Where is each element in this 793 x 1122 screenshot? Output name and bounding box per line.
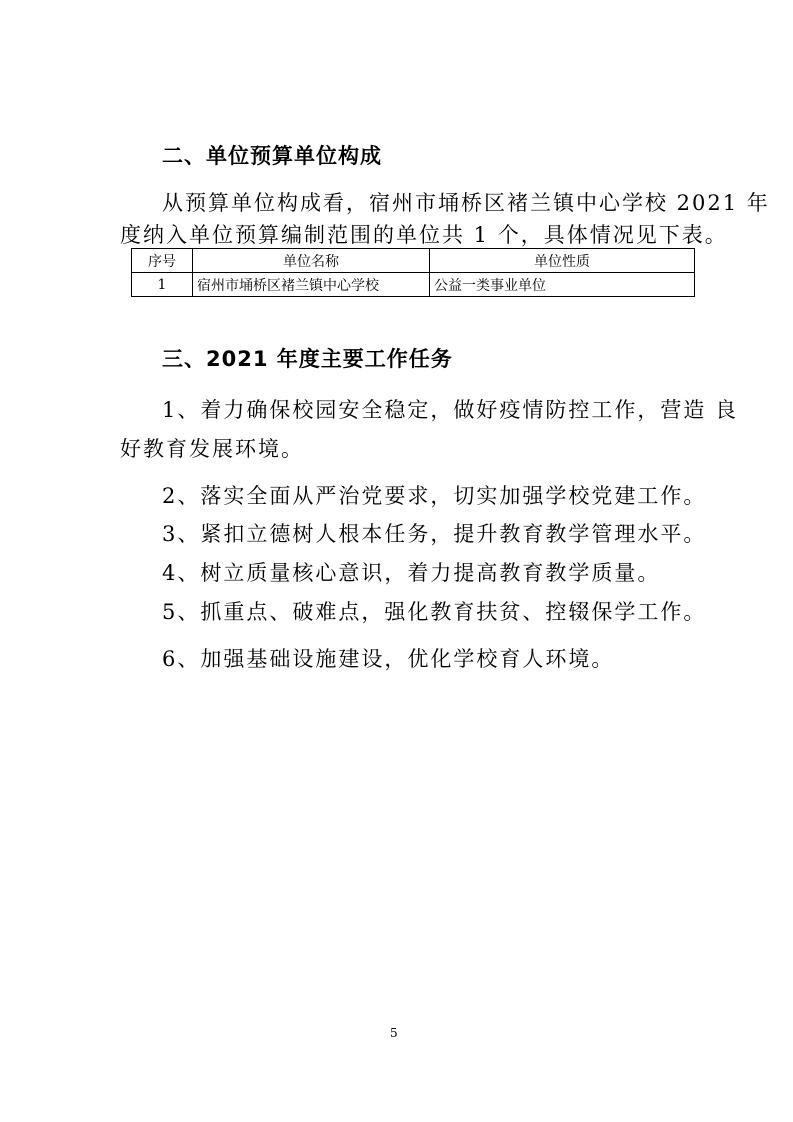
col-header-unit-type: 单位性质	[430, 249, 695, 273]
col-header-unit-name: 单位名称	[193, 249, 430, 273]
task-item-4: 4、树立质量核心意识，着力提高教育教学质量。	[162, 561, 661, 585]
unit-table	[131, 248, 695, 297]
task-item-6: 6、加强基础设施建设，优化学校育人环境。	[162, 647, 615, 671]
task-item-5: 5、抓重点、破难点，强化教育扶贫、控辍保学工作。	[162, 600, 707, 624]
section-heading-unit-composition: 二、单位预算单位构成	[162, 144, 382, 168]
task-item-1: 1、着力确保校园安全稳定，做好疫情防控工作，营造 良	[162, 398, 739, 422]
intro-line-1: 从预算单位构成看，宿州市埇桥区褚兰镇中心学校 2021 年	[162, 191, 770, 215]
page-number: 5	[390, 1026, 398, 1040]
cell-index: 1	[132, 273, 193, 297]
cell-unit-type: 公益一类事业单位	[430, 273, 695, 297]
cell-unit-name: 宿州市埇桥区褚兰镇中心学校	[193, 273, 430, 297]
intro-line-2: 度纳入单位预算编制范围的单位共 1 个，具体情况见下表。	[120, 223, 728, 247]
col-header-index: 序号	[132, 249, 193, 273]
task-item-3: 3、紧扣立德树人根本任务，提升教育教学管理水平。	[162, 522, 707, 546]
task-item-1-continued: 好教育发展环境。	[120, 437, 304, 461]
section-heading-main-tasks: 三、2021 年度主要工作任务	[162, 347, 453, 371]
table-header-row	[132, 249, 695, 273]
task-item-2: 2、落实全面从严治党要求，切实加强学校党建工作。	[162, 484, 707, 508]
table-row	[132, 273, 695, 297]
